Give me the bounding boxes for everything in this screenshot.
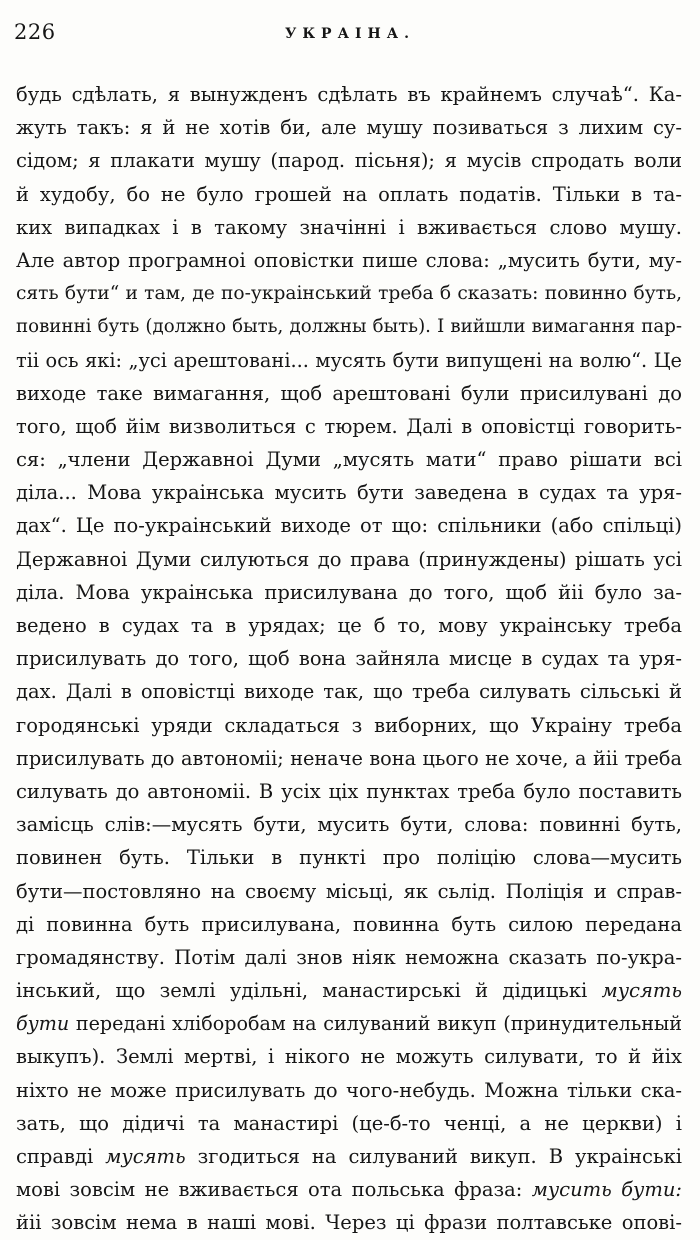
text-line: Державноі Думи силуютьcя до права (принуждены) рішать усі	[16, 547, 682, 571]
text-line: сідом; я плакати мушу (парод. пісьня); я мусів спродать воли	[16, 149, 682, 173]
page-header	[14, 16, 686, 48]
text-line: Але автор програмноі оповістки пише слова: „мусить бути, му-	[16, 248, 682, 272]
text-line: сять бути“ и там, де по-украінський треба б сказать: повинно буть,	[16, 283, 682, 305]
text-line: йіі зовсім нема в наші мові. Через ці фрази полтавське опові-	[16, 1211, 682, 1235]
text-line: городянські уряди складатьcя з виборних, що Украіну треба	[16, 713, 682, 737]
text-line: ся: „члени Державноі Думи „мусять мати“ право рішати всі	[16, 448, 682, 472]
page-number: 226	[14, 20, 56, 44]
text-line: ді повинна буть присилувана, повинна буть силою передана	[16, 912, 682, 936]
text-line: замісць слів:—мусять бути, мусить бути, слова: повинні буть,	[16, 813, 682, 837]
text-line: ведено в судах та в урядах; це б то, мову украінську треба	[16, 614, 682, 637]
text-line: ких випадках і в такому значінні і вживаєтьcя слово мушу.	[16, 215, 682, 239]
running-title: УКРАІНА.	[284, 26, 416, 42]
text-line: діла. Мова украінська присилувана до того, щоб йіі було за-	[16, 580, 682, 604]
text-line: виходе таке вимагання, щоб арештовані були присилувані до	[16, 381, 682, 405]
text-line: тіі ось які: „усі арештовані... мусять бути випущені на волю“. Це	[16, 348, 682, 372]
text-line: присилувать до автономіі; неначе вона цього не хоче, а йіі треба	[16, 746, 682, 770]
italic-word: мусять	[105, 1145, 186, 1168]
text-line: зать, що дідичі та манастирі (це-б-то ченці, а не церкви) і	[16, 1111, 682, 1135]
text-line: бути—постовляно на своєму місьці, як сьлід. Поліція и справ-	[16, 879, 682, 903]
text-line: присилувать до того, щоб вона зайняла мисце в судах та уря-	[16, 647, 682, 671]
text-line: ніхто не може присилувать до чого-небудь. Можна тільки ска-	[16, 1078, 682, 1102]
text-line: діла... Мова украінська мусить бути заведена в судах та уря-	[16, 481, 682, 505]
italic-word: бути	[16, 1012, 70, 1036]
text-line: повинні буть (должно быть, должны быть). І вийшли вимагання пар-	[16, 316, 682, 338]
text-line: дах. Далі в оповістці виходе так, що треба силувать сільські й	[16, 680, 682, 704]
text-line: повинен буть. Тільки в пункті про поліцію слова—мусить	[16, 846, 682, 870]
text-line: будь сдѣлать, я вынужденъ сдѣлать въ крайнемъ случаѣ“. Ка-	[16, 83, 682, 106]
text-line: силувать до автономіі. В усіх ціх пунктах треба було поставить	[16, 779, 682, 803]
text-line: бути передані хліборобам на силуваний викуп (принудительный	[16, 1012, 682, 1036]
text-line: справді мусять згодитьcя на силуваний викуп. В украінські	[16, 1145, 682, 1168]
italic-phrase: мусить бути:	[531, 1178, 682, 1202]
text-line: жуть такъ: я й не хотів би, але мушу позиватьcя з лихим су-	[16, 116, 682, 140]
text-line: выкупъ). Землі мертві, і нікого не можуть силувати, то й йіх	[16, 1045, 682, 1069]
text-line: громадянству. Потім далі знов ніяк неможна сказать по-укра-	[16, 945, 682, 969]
text-line: й худобу, бо не було грошей на оплать податів. Тільки в та-	[16, 182, 682, 206]
italic-word: мусять	[601, 979, 682, 1003]
text-line: того, щоб йім визволитьcя с тюрем. Далі в оповістці говорить-	[16, 414, 682, 438]
text-line: мові зовсім не вживаєтьcя ота польська фраза: мусить бути:	[16, 1178, 682, 1202]
body-text	[16, 78, 682, 1240]
text-line: інський, що землі удільні, манастирські й дідицькі мусять	[16, 979, 682, 1003]
text-line: дах“. Це по-украінський виходе от що: спільники (або спільці)	[16, 514, 682, 538]
